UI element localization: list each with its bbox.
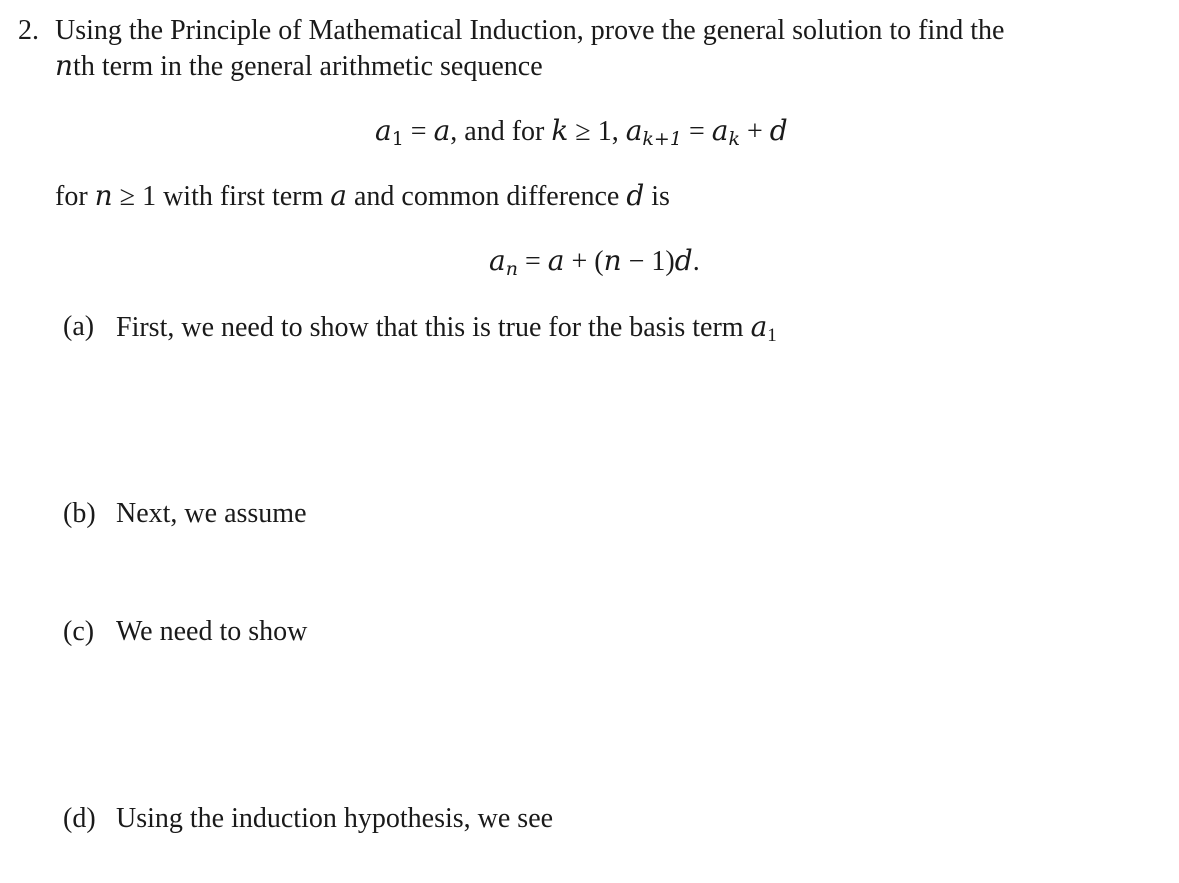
part-c-body: We need to show [116, 616, 308, 647]
for-text: for [55, 181, 95, 212]
ak1-subscript: k+1 [642, 128, 682, 150]
d-variable: d [674, 244, 693, 277]
period: . [692, 246, 700, 277]
part-a-label [63, 310, 94, 344]
a1-variable: a [375, 114, 392, 147]
geq-first-term-text: ≥ 1 with first term [112, 181, 331, 212]
intro-line-2-text: th term in the general arithmetic sequence [73, 51, 543, 82]
condition-line [55, 179, 670, 214]
problem-intro-line-2 [55, 49, 543, 84]
an-variable: a [489, 244, 506, 277]
k-variable: k [551, 114, 569, 147]
equals-sign: = [517, 246, 548, 277]
general-term-formula [489, 244, 700, 279]
part-a-body: First, we need to show that this is true for the basis term [116, 312, 751, 343]
plus-open-paren: + ( [564, 246, 604, 277]
part-c-label [63, 615, 94, 649]
part-d-body: Using the induction hypothesis, we see [116, 803, 554, 834]
ak-variable: a [711, 114, 729, 147]
part-c-label-text: (c) [63, 616, 95, 647]
part-c-text [116, 615, 307, 649]
is-text: is [644, 181, 670, 212]
part-a-label-text: (a) [63, 311, 95, 342]
a-variable: a [547, 244, 565, 277]
part-b-text [116, 497, 307, 531]
basis-term-variable: a [750, 310, 768, 343]
comma: , [450, 116, 465, 147]
and-for-text: and for [464, 116, 552, 147]
part-d-label [63, 802, 96, 836]
n-variable: n [603, 244, 622, 277]
n-variable: n [94, 179, 113, 212]
d-variable: d [769, 114, 788, 147]
part-b-body: Next, we assume [116, 498, 307, 529]
part-d-label-text: (d) [63, 803, 96, 834]
part-b-label [63, 497, 96, 531]
part-b-label-text: (b) [63, 498, 96, 529]
equals-sign: = [403, 116, 434, 147]
ak-subscript: k [728, 128, 740, 150]
plus-sign: + [739, 116, 770, 147]
problem-intro-line-1 [55, 14, 1004, 48]
basis-term-subscript: 1 [767, 325, 777, 346]
ak1-variable: a [625, 114, 643, 147]
geq-one: ≥ 1, [568, 116, 626, 147]
problem-number-text: 2. [18, 15, 39, 46]
an-subscript: n [505, 258, 518, 280]
minus-one-close-paren: − 1) [621, 246, 675, 277]
d-variable: d [626, 179, 645, 212]
equals-sign-2: = [681, 116, 712, 147]
n-variable: n [55, 49, 74, 82]
common-difference-text: and common difference [346, 181, 627, 212]
a-variable: a [330, 179, 347, 212]
a-variable: a [433, 114, 451, 147]
a1-subscript: 1 [391, 128, 404, 150]
recurrence-equation [375, 114, 788, 149]
part-a-text [116, 310, 777, 345]
problem-number [18, 14, 39, 48]
part-d-text [116, 802, 553, 836]
intro-line-1-text: Using the Principle of Mathematical Induction, prove the general solution to find the [55, 15, 1005, 46]
